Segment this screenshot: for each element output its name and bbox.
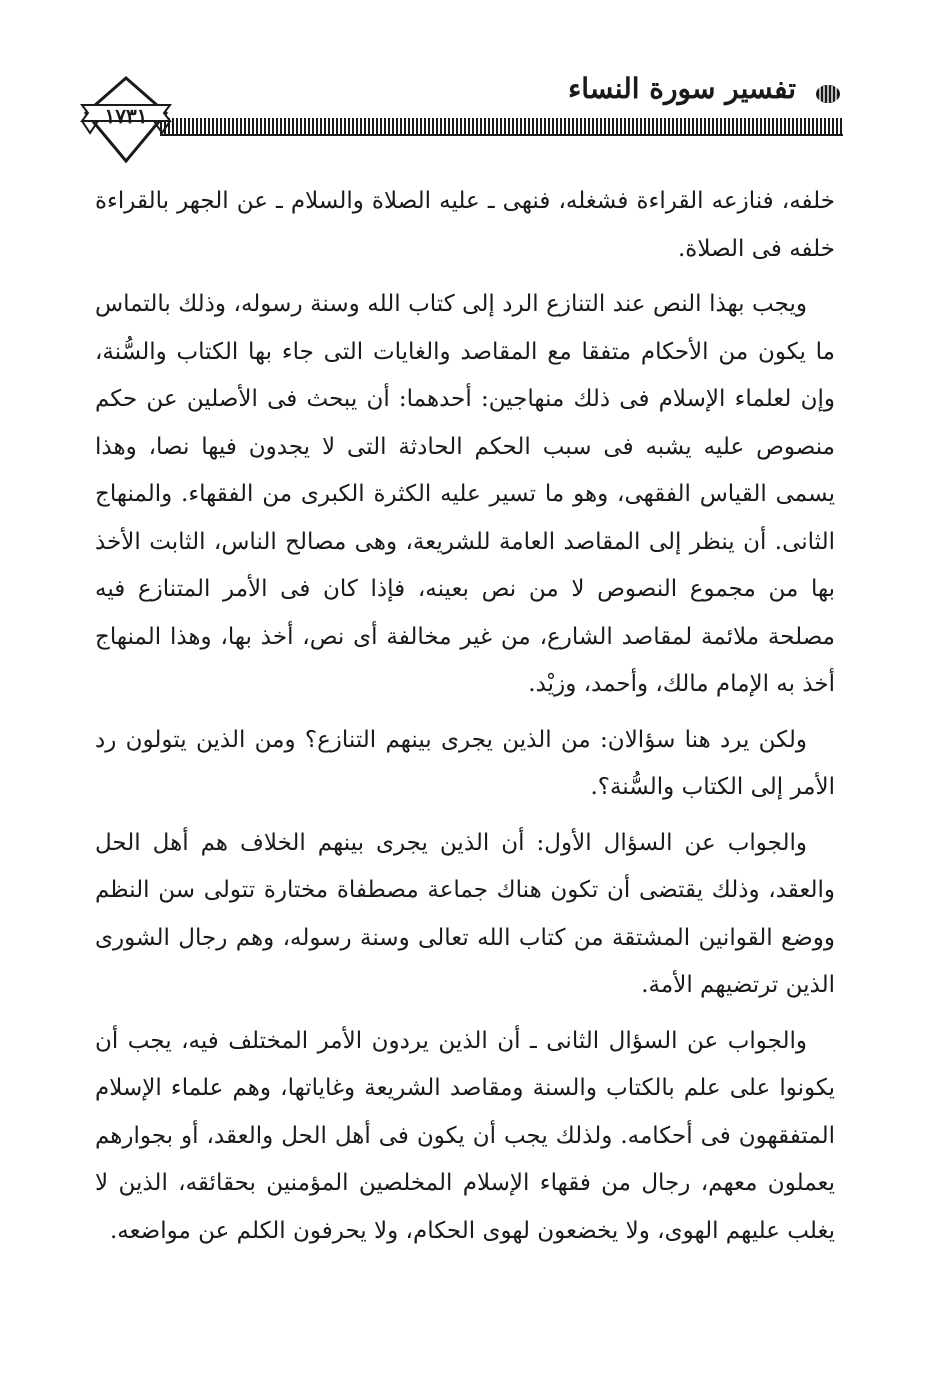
decorative-flower-icon [813, 83, 843, 105]
paragraph: والجواب عن السؤال الأول: أن الذين يجرى بينهم الخلاف هم أهل الحل والعقد، وذلك يقتضى أن تكون هناك جماعة مصطفاة مختارة تتولى سن النظم ووضع القوانين المشتقة من كتاب الله تعالى وسنة رسوله، وهم رجال الشورى الذين ترتضيهم الأمة. [95, 829, 835, 998]
page-header [0, 0, 931, 170]
paragraph: والجواب عن السؤال الثانى ـ أن الذين يردون الأمر المختلف فيه، يجب أن يكونوا على علم بالكتاب والسنة ومقاصد الشريعة وغاياتها، وهم علماء الإسلام المتفقهون فى أحكامه. ولذلك يجب أن يكون فى أهل الحل والعقد، أو بجوارهم يعملون معهم، رجال من فقهاء الإسلام المخلصين المؤمنين بحقائقه، الذين لا يغلب عليهم الهوى، ولا يخضعون لهوى الحكام، ولا يحرفون الكلم عن مواضعه. [95, 1027, 835, 1244]
header-rule [160, 118, 843, 134]
paragraph: خلفه، فنازعه القراءة فشغله، فنهى ـ عليه الصلاة والسلام ـ عن الجهر بالقراءة خلفه فى الصلاة. [95, 188, 835, 262]
paragraph: ويجب بهذا النص عند التنازع الرد إلى كتاب الله وسنة رسوله، وذلك بالتماس ما يكون من الأحكام متفقا مع المقاصد والغايات التى جاء بها الكتاب والسُّنة، وإن لعلماء الإسلام فى ذلك منهاجين: أحدهما: أن يبحث فى الأصلين عن حكم منصوص عليه يشبه فى سبب الحكم الحادثة التى لا يجدون فيها نصا، وهذا يسمى القياس الفقهى، وهو ما تسير عليه الكثرة الكبرى من الفقهاء. والمنهاج الثانى. أن ينظر إلى المقاصد العامة للشريعة، وهى مصالح الناس، الثابت الأخذ بها من مجموع النصوص لا من نص بعينه، فإذا كان فى الأمر المتنازع فيه مصلحة ملائمة لمقاصد الشارع، من غير مخالفة أى نص، أخذ بها، وهذا المنهاج أخذ به الإمام مالك، وأحمد، وزيْد. [95, 291, 835, 697]
paragraph: ولكن يرد هنا سؤالان: من الذين يجرى بينهم التنازع؟ ومن الذين يتولون رد الأمر إلى الكتاب والسُّنة؟. [95, 726, 835, 800]
page-number: ١٧٣١ [104, 104, 148, 128]
running-title: تفسير سورة النساء [568, 72, 796, 105]
header-rule-line [160, 134, 843, 136]
page-body [95, 178, 835, 1263]
